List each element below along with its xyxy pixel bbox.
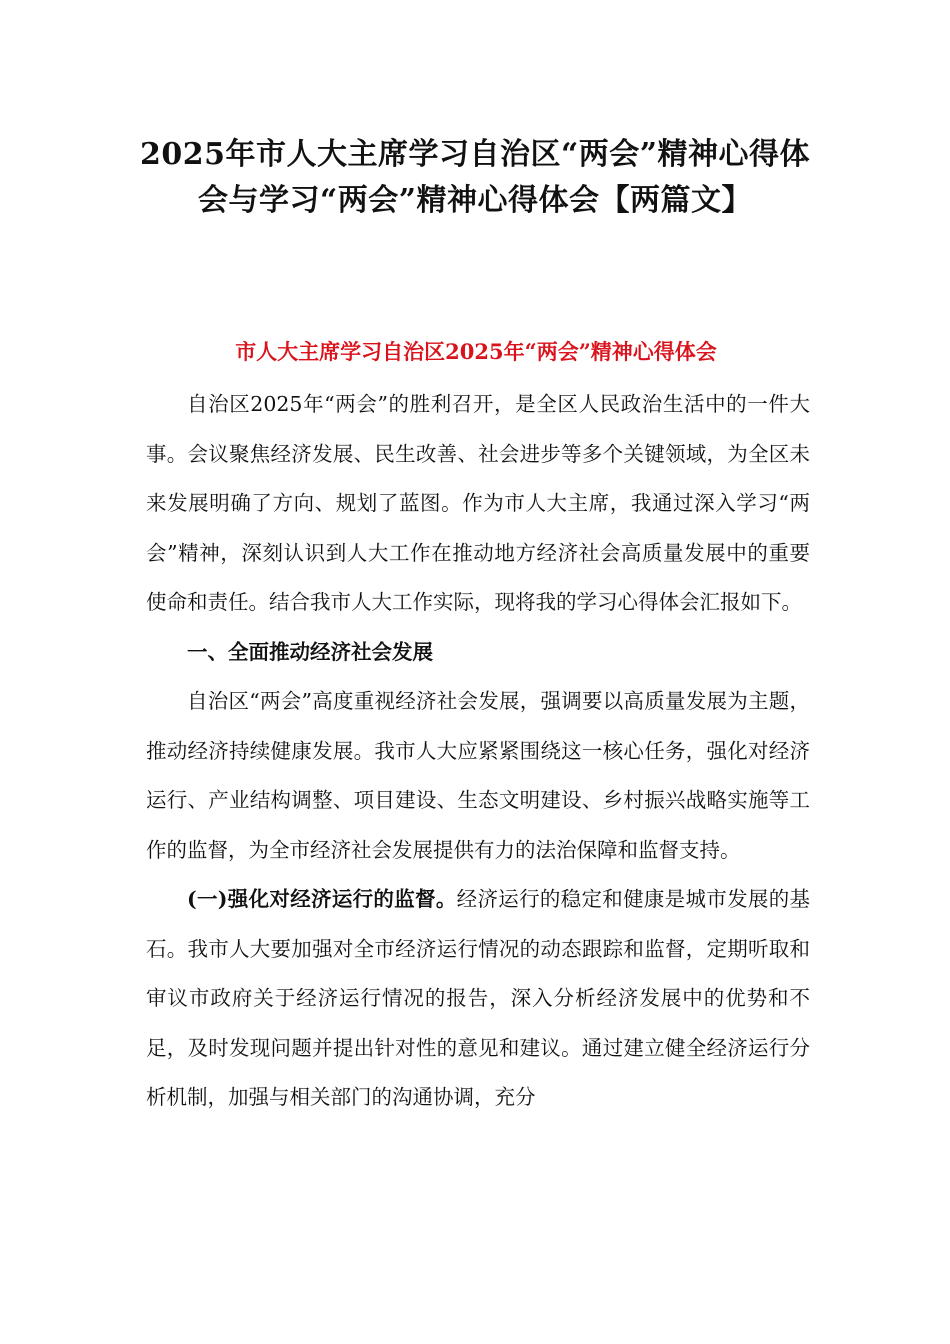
- intro-paragraph: 自治区2025年“两会”的胜利召开，是全区人民政治生活中的一件大事。会议聚焦经济发展、民生改善、社会进步等多个关键领域，为全区未来发展明确了方向、规划了蓝图。作为市人大主席，我通过深入学习“两会”精神，深刻认识到人大工作在推动地方经济社会高质量发展中的重要使命和责任。结合我市人大工作实际，现将我的学习心得体会汇报如下。: [146, 392, 810, 614]
- section-heading: 一、全面推动经济社会发展: [187, 639, 433, 664]
- subsection-body: 经济运行的稳定和健康是城市发展的基石。我市人大要加强对全市经济运行情况的动态跟踪和监督，定期听取和审议市政府关于经济运行情况的报告，深入分析经济发展中的优势和不足，及时发现问题并提出针对性的意见和建议。通过建立健全经济运行分析机制，加强与相关部门的沟通协调，充分: [146, 887, 811, 1109]
- document-title-line-1: 2025年市人大主席学习自治区“两会”精神心得体: [139, 137, 810, 172]
- subsection-paragraph: [146, 875, 810, 1123]
- article-body: [146, 380, 810, 1123]
- subsection-lead: (一)强化对经济运行的监督。: [187, 887, 457, 911]
- article-subtitle: 市人大主席学习自治区2025年“两会”精神心得体会: [235, 339, 717, 364]
- section-paragraph: 自治区“两会”高度重视经济社会发展，强调要以高质量发展为主题，推动经济持续健康发展。我市人大应紧紧围绕这一核心任务，强化对经济运行、产业结构调整、项目建设、生态文明建设、乡村振兴战略实施等工作的监督，为全市经济社会发展提供有力的法治保障和监督支持。: [146, 689, 810, 862]
- document-title-line-2: 会与学习“两会”精神心得体会【两篇文】: [197, 183, 752, 218]
